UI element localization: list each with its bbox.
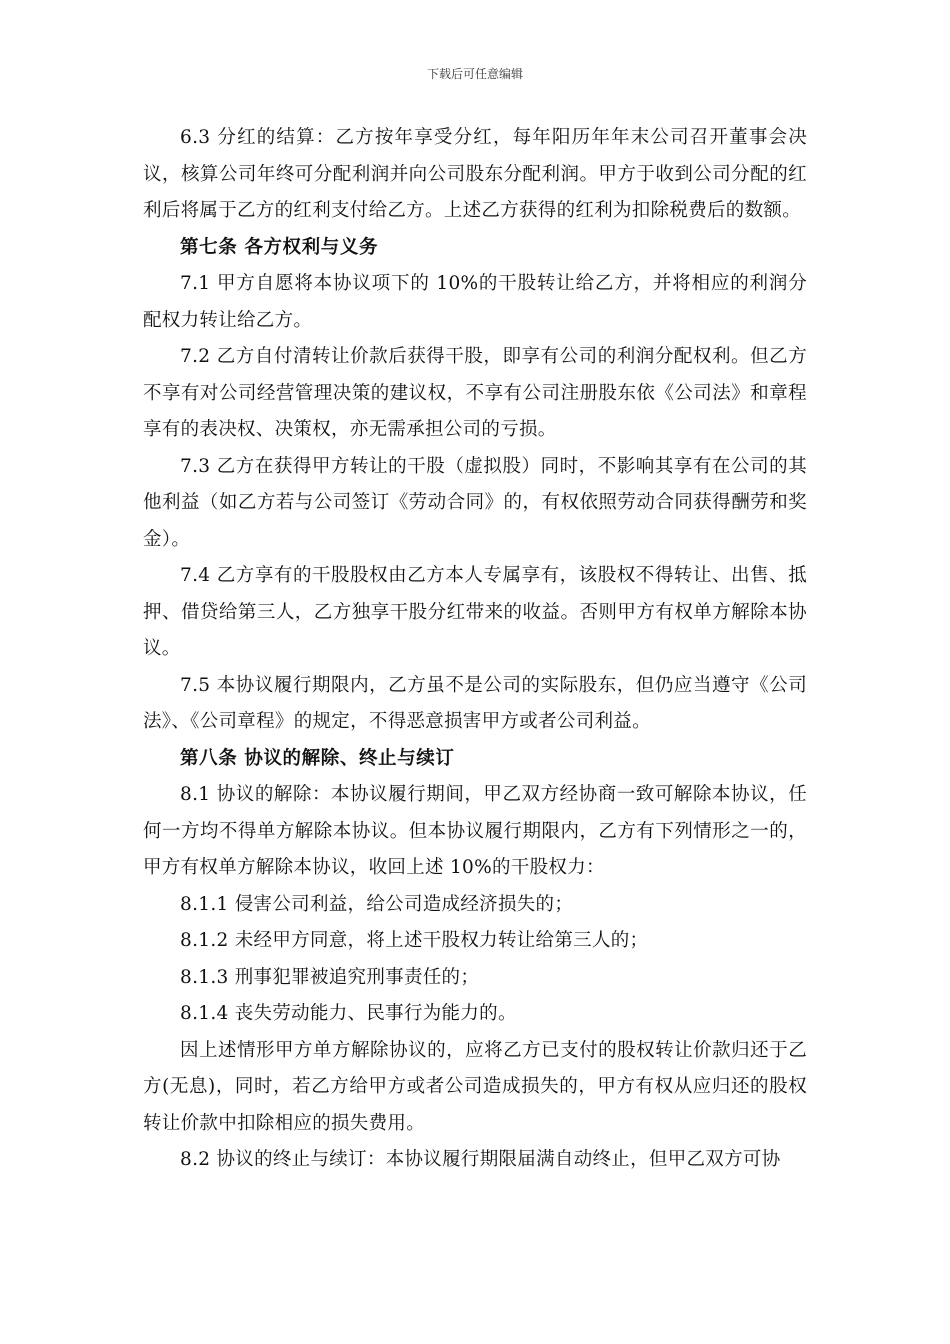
clause-8-1-3: 8.1.3 刑事犯罪被追究刑事责任的； bbox=[180, 966, 480, 988]
clause-8-1-remedy: 因上述情形甲方单方解除协议的，应将乙方已支付的股权转让价款归还于乙方(无息)，同时，若乙方给甲方或者公司造成损失的，甲方有权从应归还的股权转让价款中扣除相应的损失费用。 bbox=[143, 1039, 807, 1134]
clause-7-3: 7.3 乙方在获得甲方转让的干股（虚拟股）同时，不影响其享有在公司的其他利益（如乙方若与公司签订《劳动合同》的，有权依照劳动合同获得酬劳和奖金）。 bbox=[143, 455, 807, 550]
clause-8-1-1: 8.1.1 侵害公司利益，给公司造成经济损失的； bbox=[180, 893, 574, 915]
document-body bbox=[143, 120, 807, 1179]
page-header: 下载后可任意编辑 bbox=[426, 67, 523, 81]
clause-8-2: 8.2 协议的终止与续订：本协议履行期限届满自动终止，但甲乙双方可协 bbox=[180, 1149, 781, 1170]
clause-8-1-2: 8.1.2 未经甲方同意，将上述干股权力转让给第三人的； bbox=[180, 930, 649, 951]
clause-8-1: 8.1 协议的解除：本协议履行期间，甲乙双方经协商一致可解除本协议，任何一方均不得单方解除本协议。但本协议履行期限内，乙方有下列情形之一的，甲方有权单方解除本协议，收回上述 10%的干股权力： bbox=[143, 784, 807, 878]
clause-7-5: 7.5 本协议履行期限内，乙方虽不是公司的实际股东，但仍应当遵守《公司法》、《公司章程》的规定，不得恶意损害甲方或者公司利益。 bbox=[143, 674, 807, 732]
clause-7-2: 7.2 乙方自付清转让价款后获得干股，即享有公司的利润分配权利。但乙方不享有对公司经营管理决策的建议权，不享有公司注册股东依《公司法》和章程享有的表决权、决策权，亦无需承担公司的亏损。 bbox=[143, 346, 807, 440]
clause-6-3: 6.3 分红的结算：乙方按年享受分红，每年阳历年年末公司召开董事会决议，核算公司年终可分配利润并向公司股东分配利润。甲方于收到公司分配的红利后将属于乙方的红利支付给乙方。上述乙方获得的红利为扣除税费后的数额。 bbox=[143, 127, 807, 221]
clause-7-4: 7.4 乙方享有的干股股权由乙方本人专属享有，该股权不得转让、出售、抵押、借贷给第三人，乙方独享干股分红带来的收益。否则甲方有权单方解除本协议。 bbox=[143, 565, 807, 659]
article-7-heading: 第七条 各方权利与义务 bbox=[180, 236, 379, 258]
clause-7-1: 7.1 甲方自愿将本协议项下的 10%的干股转让给乙方，并将相应的利润分配权力转让给乙方。 bbox=[143, 273, 807, 331]
article-8-heading: 第八条 协议的解除、终止与续订 bbox=[180, 747, 455, 769]
clause-8-1-4: 8.1.4 丧失劳动能力、民事行为能力的。 bbox=[180, 1003, 517, 1024]
